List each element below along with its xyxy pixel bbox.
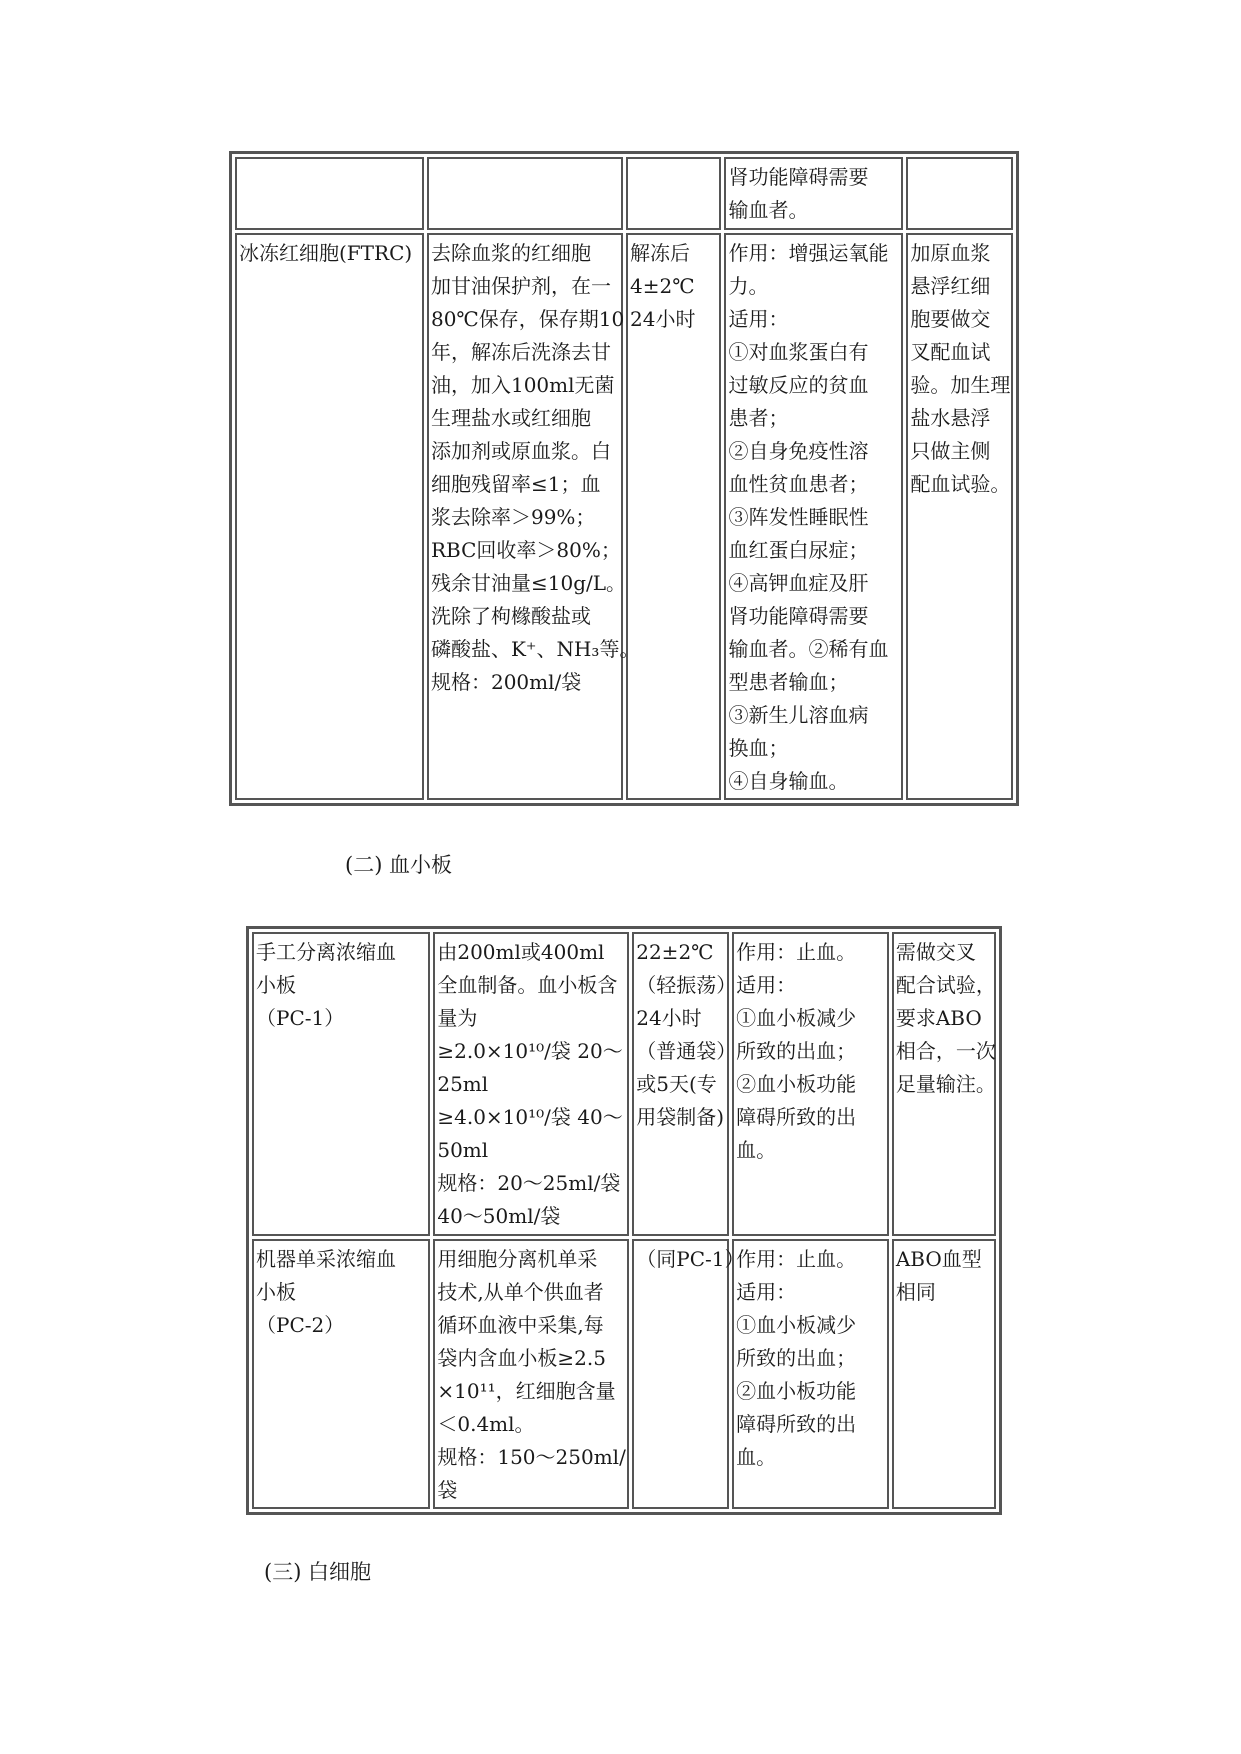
table-cell	[632, 932, 737, 1236]
table-cell	[252, 932, 430, 1236]
cell-line: 胞要做交	[910, 307, 991, 331]
cell-line: 障碍所致的出	[736, 1412, 857, 1436]
table-cell	[632, 1239, 745, 1509]
cell-line: 输血者。②稀有血	[728, 637, 889, 661]
cell-line: 配合试验，	[895, 973, 996, 997]
cell-line: 袋	[437, 1478, 458, 1502]
cell-line: 解冻后	[630, 241, 690, 265]
cell-line: （同PC-1）	[636, 1247, 745, 1271]
cell-line: 袋内含血小板≥2.5	[437, 1346, 606, 1370]
cell-line: 血。	[736, 1445, 777, 1469]
cell-line: 加原血浆	[910, 241, 991, 265]
cell-line: 磷酸盐、K⁺、NH₃等。	[430, 637, 640, 661]
table-cell	[235, 157, 424, 230]
cell-line: 残余甘油量≤10g/L。	[430, 571, 627, 595]
cell-line: 22±2℃	[636, 940, 714, 964]
table-cell	[724, 233, 903, 800]
cell-line: 过敏反应的贫血	[728, 373, 869, 397]
cell-line: 由200ml或400ml	[437, 940, 605, 964]
table-cell	[626, 233, 721, 800]
cell-line: 用细胞分离机单采	[437, 1247, 598, 1271]
cell-line: ①血小板减少	[736, 1313, 857, 1337]
section-heading-leukocytes: (三) 白细胞	[264, 1560, 372, 1584]
cell-line: 40～50ml/袋	[437, 1204, 561, 1228]
cell-line: 生理盐水或红细胞	[430, 406, 591, 430]
table-cell	[427, 233, 640, 800]
table-row	[235, 233, 1013, 800]
cell-line: 力。	[728, 274, 769, 298]
cell-line: 规格：200ml/袋	[430, 670, 582, 694]
cell-line: 油，加入100ml无菌	[430, 373, 615, 397]
cell-line: 悬浮红细	[910, 274, 991, 298]
cell-line: RBC回收率＞80%；	[430, 538, 621, 562]
cell-line: 输血者。	[728, 198, 809, 222]
cell-line: 血。	[736, 1138, 777, 1162]
cell-line: 作用：止血。	[736, 940, 857, 964]
cell-line: 所致的出血；	[736, 1039, 857, 1063]
table-row	[252, 1239, 996, 1509]
cell-line: 小板	[256, 1280, 296, 1304]
cell-line: 只做主侧	[910, 439, 991, 463]
cell-line: 适用：	[728, 307, 789, 331]
cell-line: ①对血浆蛋白有	[728, 340, 869, 364]
cell-line: 需做交叉	[895, 940, 976, 964]
cell-line: 血红蛋白尿症；	[728, 538, 869, 562]
cell-line: 用袋制备)	[636, 1105, 725, 1129]
cell-line: ④高钾血症及肝	[728, 571, 869, 595]
cell-line: ②自身免疫性溶	[728, 439, 869, 463]
cell-line: ④自身输血。	[728, 769, 849, 793]
cell-line: 肾功能障碍需要	[728, 604, 869, 628]
cell-line: 细胞残留率≤1；血	[430, 472, 601, 496]
cell-line: ABO血型	[895, 1247, 982, 1271]
cell-line: 24小时	[636, 1006, 702, 1030]
cell-line: 冰冻红细胞(FTRC)	[239, 241, 413, 265]
cell-line: ③新生儿溶血病	[728, 703, 869, 727]
cell-line: 手工分离浓缩血	[256, 940, 396, 964]
cell-line: ①血小板减少	[736, 1006, 857, 1030]
section-heading-platelets: (二) 血小板	[345, 853, 453, 877]
cell-line: 换血；	[728, 736, 789, 760]
table-cell	[906, 233, 1013, 800]
table-cell	[892, 932, 996, 1236]
cell-line: ≥2.0×10¹⁰/袋 20～	[437, 1039, 623, 1063]
cell-line: 80℃保存，保存期10	[430, 307, 625, 331]
cell-line: 所致的出血；	[736, 1346, 857, 1370]
cell-line: ≥4.0×10¹⁰/袋 40～	[437, 1105, 623, 1129]
table-cell	[235, 233, 424, 800]
cell-line: 4±2℃	[630, 274, 695, 298]
cell-line: 叉配血试	[910, 340, 991, 364]
cell-line: 肾功能障碍需要	[728, 165, 869, 189]
cell-line: 盐水悬浮	[910, 406, 991, 430]
cell-line: ②血小板功能	[736, 1379, 857, 1403]
cell-line: 去除血浆的红细胞	[430, 241, 591, 265]
cell-line: ×10¹¹，红细胞含量	[437, 1379, 616, 1403]
cell-line: 洗除了枸橼酸盐或	[430, 604, 591, 628]
cell-line: 24小时	[630, 307, 696, 331]
cell-line: 配血试验。	[910, 472, 1011, 496]
cell-line: （PC-1）	[256, 1006, 345, 1030]
cell-line: （普通袋）	[636, 1039, 737, 1063]
cell-line: 规格：150～250ml/	[437, 1445, 626, 1469]
cell-line: ③阵发性睡眠性	[728, 505, 869, 529]
table-cell	[724, 157, 903, 230]
table-cell	[433, 932, 629, 1236]
cell-line: 足量输注。	[895, 1072, 996, 1096]
cell-line: 适用：	[736, 973, 797, 997]
cell-line: 量为	[437, 1006, 478, 1030]
cell-line: 作用：增强运氧能	[728, 241, 889, 265]
cell-line: 25ml	[437, 1072, 489, 1096]
ftrc-table	[229, 151, 1019, 806]
cell-line: 50ml	[437, 1138, 489, 1162]
cell-line: 型患者输血；	[728, 670, 849, 694]
cell-line: 规格：20～25ml/袋	[437, 1171, 621, 1195]
table-cell	[433, 1239, 629, 1509]
platelet-table	[246, 926, 1002, 1515]
cell-line: 年，解冻后洗涤去甘	[430, 340, 611, 364]
cell-line: 添加剂或原血浆。白	[430, 439, 611, 463]
cell-line: ＜0.4ml。	[437, 1412, 535, 1436]
table-cell	[732, 932, 889, 1236]
table-cell	[892, 1239, 996, 1509]
table-cell	[906, 157, 1013, 230]
table-row	[235, 157, 1013, 230]
cell-line: 技术,从单个供血者	[437, 1280, 604, 1304]
table-cell	[252, 1239, 430, 1509]
cell-line: 循环血液中采集,每	[437, 1313, 604, 1337]
cell-line: 机器单采浓缩血	[256, 1247, 396, 1271]
cell-line: 要求ABO	[895, 1006, 982, 1030]
table-row	[252, 932, 996, 1236]
cell-line: 作用：止血。	[736, 1247, 857, 1271]
cell-line: （PC-2）	[256, 1313, 345, 1337]
cell-line: 障碍所致的出	[736, 1105, 857, 1129]
cell-line: 小板	[256, 973, 296, 997]
cell-line: 相合，一次	[895, 1039, 996, 1063]
cell-line: 相同	[895, 1280, 936, 1304]
cell-line: 或5天(专	[636, 1072, 717, 1096]
cell-line: 加甘油保护剂，在一	[430, 274, 611, 298]
cell-line: 验。加生理	[910, 373, 1011, 397]
cell-line: 适用：	[736, 1280, 797, 1304]
table-cell	[732, 1239, 889, 1509]
cell-line: ②血小板功能	[736, 1072, 857, 1096]
cell-line: 患者；	[728, 406, 789, 430]
cell-line: 全血制备。血小板含	[437, 973, 618, 997]
cell-line: （轻振荡）	[636, 973, 737, 997]
cell-line: 浆去除率＞99%；	[430, 505, 596, 529]
cell-line: 血性贫血患者；	[728, 472, 869, 496]
table-cell	[427, 157, 623, 230]
table-cell	[626, 157, 721, 230]
